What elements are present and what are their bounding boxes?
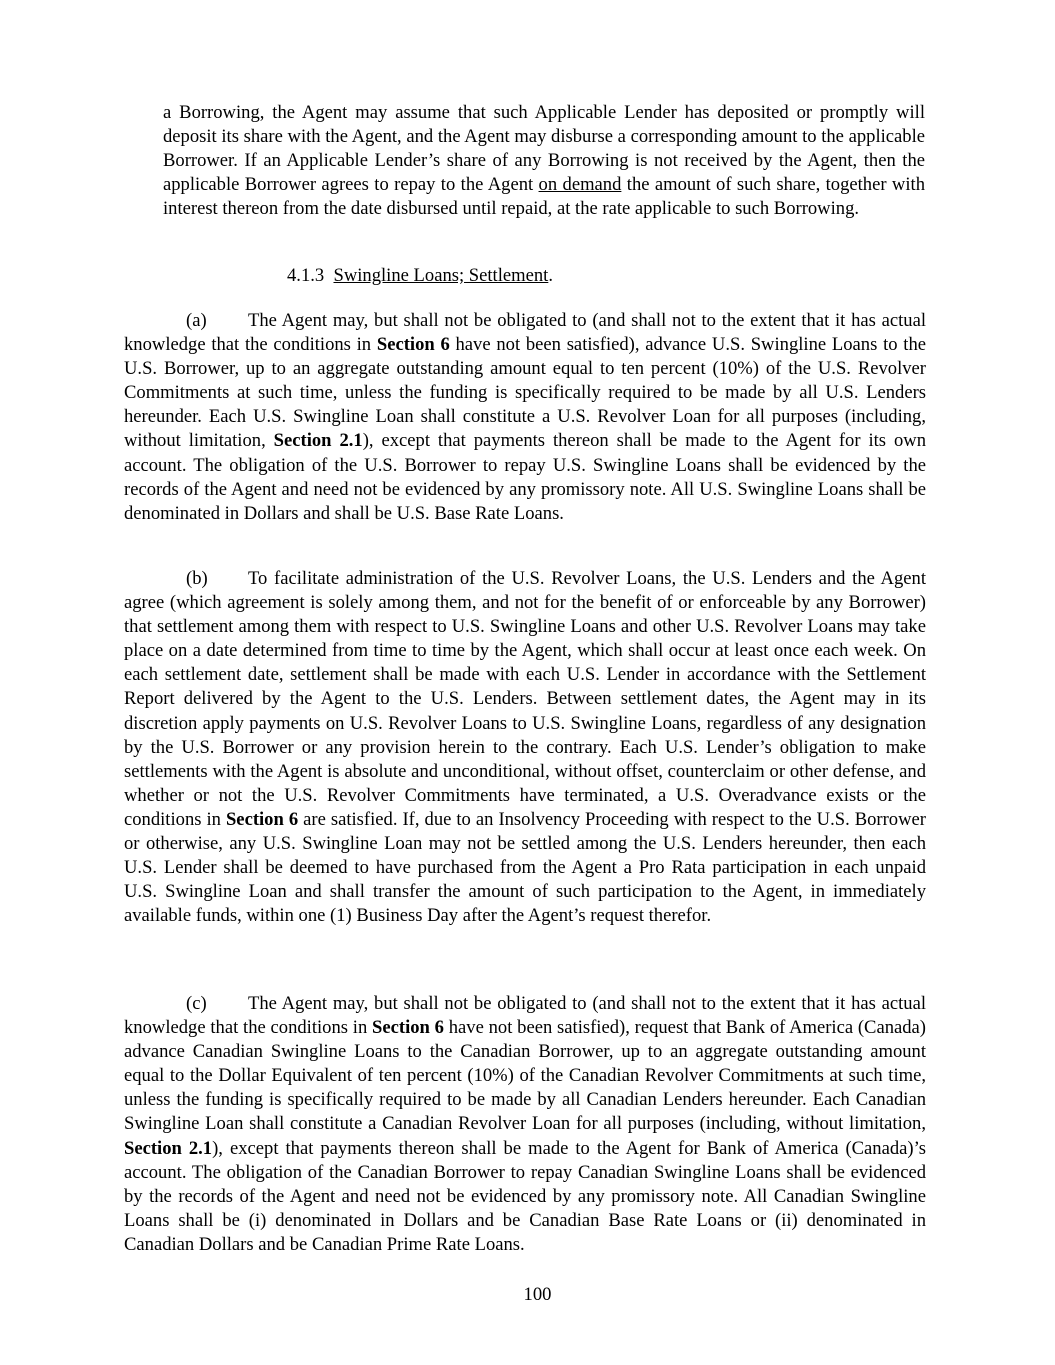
paragraph-a-text-3: ), except that payments thereon shall be made to the Agent for its own account. The obligation of the U.S. Borrower to repay U.S. Swingline Loans shall be evidenced by the records of the Agent and need not be evidenced by any promissory note. All U.S. Swingline Loans shall be denominated in Dollars and shall be U.S. Base Rate Loans. bbox=[124, 430, 926, 524]
section-6-reference: Section 6 bbox=[372, 1017, 444, 1039]
section-6-reference: Section 6 bbox=[376, 334, 450, 356]
section-title-period: . bbox=[548, 265, 553, 286]
section-2-1-reference: Section 2.1 bbox=[124, 1137, 213, 1159]
section-title: Swingline Loans; Settlement bbox=[333, 265, 549, 286]
paragraph-c-text-2: have not been satisfied), request that Bank of America (Canada) advance Canadian Swingline Loans to the Canadian Borrower, up to an aggregate outstanding amount equal to the Dollar Equivalent of ten percent (10%) of the Canadian Revolver Commitments at such time, unless the funding is specifically required to be made by all Canadian Lenders hereunder. Each Canadian Swingline Loan shall constitute a Canadian Revolver Loan for all purposes (including, without limitation, bbox=[124, 1017, 926, 1135]
paragraph-b-text-2: are satisfied. If, due to an Insolvency Proceeding with respect to the U.S. Borrower or otherwise, any U.S. Swingline Loan may not be settled among the U.S. Lenders hereunder, then each U.S. Lender shall be deemed to have purchased from the Agent a Pro Rata participation in each unpaid U.S. Swingline Loan and shall transfer the amount of such participation to the Agent, in immediately available funds, within one (1) Business Day after the Agent’s request therefor. bbox=[124, 808, 926, 927]
paragraph-b-label: (b) bbox=[186, 568, 208, 589]
paragraph-b bbox=[124, 567, 926, 928]
paragraph-a-text-1: The Agent may, but shall not be obligated to (and shall not to the extent that it has actual knowledge that the conditions in bbox=[124, 310, 926, 356]
section-number: 4.1.3 bbox=[287, 265, 325, 286]
intro-text-1: a Borrowing, the Agent may assume that such Applicable Lender has deposited or promptly will deposit its share with the Agent, and the Agent may disburse a corresponding amount to the applicable Borrower. If an Applicable Lender’s share of any Borrowing is not received by the Agent, then the applicable Borrower agrees to repay to the Agent bbox=[163, 102, 925, 196]
paragraph-c-text-3: ), except that payments thereon shall be made to the Agent for Bank of America (Canada)’s account. The obligation of the Canadian Borrower to repay Canadian Swingline Loans shall be evidenced by the records of the Agent and need not be evidenced by any promissory note. All Canadian Swingline Loans shall be (i) denominated in Dollars and be Canadian Base Rate Loans or (ii) denominated in Canadian Dollars and be Canadian Prime Rate Loans. bbox=[124, 1137, 927, 1255]
paragraph-a-label: (a) bbox=[186, 310, 207, 331]
intro-text-2: the amount of such share, together with interest thereon from the date disbursed until repaid, at the rate applicable to such Borrowing. bbox=[163, 174, 925, 220]
page-number: 100 bbox=[523, 1284, 552, 1305]
section-6-reference: Section 6 bbox=[225, 808, 299, 830]
paragraph-b-text-1: To facilitate administration of the U.S. Revolver Loans, the U.S. Lenders and the Agent agree (which agreement is solely among them, and not for the benefit of or enforceable by any Borrower) that settlement among them with respect to U.S. Swingline Loans and other U.S. Revolver Loans may take place on a date determined from time to time by the Agent, which shall occur at least once each week. On each settlement date, settlement shall be made with each U.S. Lender in accordance with the Settlement Report delivered by the Agent to the U.S. Lenders. Between settlement dates, the Agent may in its discretion apply payments on U.S. Revolver Loans to U.S. Swingline Loans, regardless of any designation by the U.S. Borrower or any provision herein to the contrary. Each U.S. Lender’s obligation to make settlements with the Agent is absolute and unconditional, without offset, counterclaim or other defense, and whether or not the U.S. Revolver Commitments have terminated, a U.S. Overadvance exists or the conditions in bbox=[124, 568, 926, 830]
paragraph-a bbox=[124, 309, 926, 526]
intro-paragraph bbox=[163, 101, 925, 221]
paragraph-a-text-2: have not been satisfied), advance U.S. Swingline Loans to the U.S. Borrower, up to an aggregate outstanding amount equal to ten percent (10%) of the U.S. Revolver Commitments at such time, unless the funding is specifically required to be made by all U.S. Lenders hereunder. Each U.S. Swingline Loan shall constitute a U.S. Revolver Loan for all purposes (including, without limitation, bbox=[124, 334, 926, 452]
section-2-1-reference: Section 2.1 bbox=[273, 430, 363, 452]
paragraph-c-label: (c) bbox=[186, 993, 207, 1014]
paragraph-c bbox=[124, 992, 926, 1257]
on-demand-term: on demand bbox=[538, 174, 622, 196]
section-heading bbox=[287, 264, 553, 288]
paragraph-c-text-1: The Agent may, but shall not be obligated to (and shall not to the extent that it has actual knowledge that the conditions in bbox=[124, 993, 926, 1039]
